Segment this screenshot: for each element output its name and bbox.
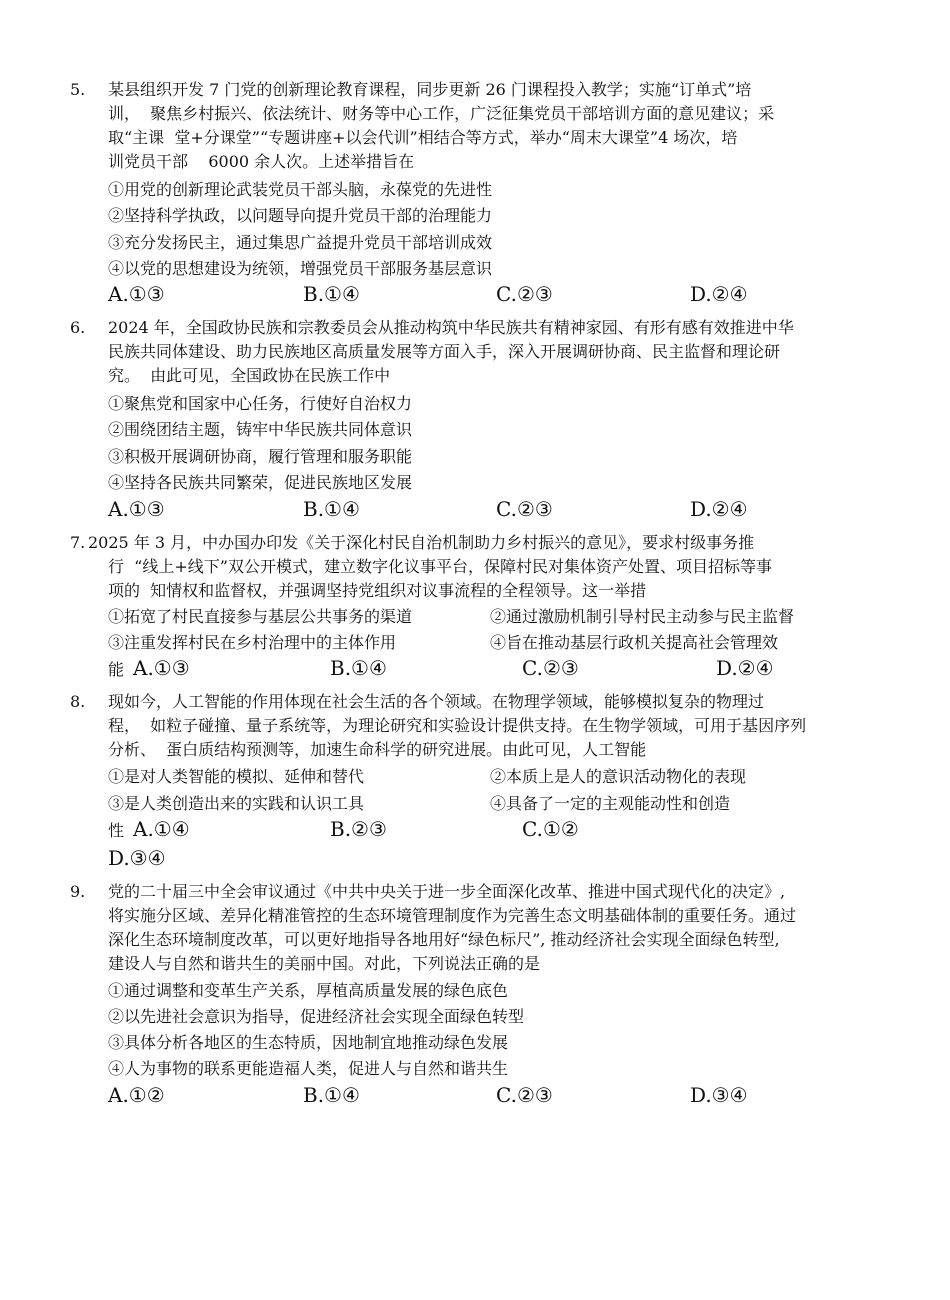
- question-number: 5.: [70, 80, 86, 99]
- choice-c[interactable]: C.①②: [522, 817, 579, 841]
- statement-item: ③具体分析各地区的生态特质，因地制宜地推动绿色发展: [108, 1033, 509, 1052]
- statement-item: ①聚焦党和国家中心任务，行使好自治权力: [108, 394, 413, 413]
- statement-item: ④以党的思想建设为统领，增强党员干部服务基层意识: [108, 259, 493, 278]
- stem-line: 程， 如粒子碰撞、量子系统等，为理论研究和实验设计提供支持。在生物学领域，可用于基因序列: [108, 716, 807, 735]
- choice-d[interactable]: D.③④: [108, 846, 166, 870]
- stem-line: 建设人与自然和谐共生的美丽中国。对此，下列说法正确的是: [108, 954, 541, 973]
- choice-d[interactable]: D.②④: [690, 497, 748, 521]
- statement-item: ③充分发扬民主，通过集思广益提升党员干部培训成效: [108, 233, 493, 252]
- stem-line: 某县组织开发 7 门党的创新理论教育课程，同步更新 26 门课程投入教学；实施“订单式”培: [108, 80, 752, 99]
- question-number: 7.: [70, 533, 86, 552]
- choice-a[interactable]: A.①④: [133, 817, 190, 841]
- question-number: 8.: [70, 692, 86, 711]
- stem-line: 2025 年 3 月，中办国办印发《关于深化村民自治机制助力乡村振兴的意见》，要求村级事务推: [88, 533, 755, 552]
- statement-item: ④坚持各民族共同繁荣，促进民族地区发展: [108, 473, 413, 492]
- statement-item: ④具备了一定的主观能动性和创造: [490, 794, 731, 813]
- statement-item: ③积极开展调研协商，履行管理和服务职能: [108, 447, 413, 466]
- stem-line: 2024 年，全国政协民族和宗教委员会从推动构筑中华民族共有精神家园、有形有感有效推进中华: [108, 318, 794, 337]
- stem-line: 训， 聚焦乡村振兴、依法统计、财务等中心工作，广泛征集党员干部培训方面的意见建议；采: [108, 104, 775, 123]
- statement-item: ③是人类创造出来的实践和认识工具: [108, 794, 365, 813]
- question-number: 6.: [70, 318, 86, 337]
- stem-line: 训党员干部 6000 余人次。上述举措旨在: [108, 152, 415, 171]
- choice-b[interactable]: B.①④: [303, 1083, 360, 1107]
- statement-item: ③注重发挥村民在乡村治理中的主体作用: [108, 633, 397, 652]
- choice-b[interactable]: B.①④: [330, 656, 387, 680]
- question-number: 9.: [70, 882, 86, 901]
- statement-item: ④旨在推动基层行政机关提高社会管理效: [490, 633, 779, 652]
- choice-d[interactable]: D.②④: [716, 656, 774, 680]
- stem-line: 深化生态环境制度改革，可以更好地指导各地用好“绿色标尺”, 推动经济社会实现全面绿色转型,: [108, 930, 780, 949]
- stem-line: 项的 知情权和监督权，并强调坚持党组织对议事流程的全程领导。这一举措: [108, 581, 647, 600]
- statement-item: ④人为事物的联系更能造福人类，促进人与自然和谐共生: [108, 1059, 509, 1078]
- stem-line: 现如今，人工智能的作用体现在社会生活的各个领域。在物理学领域，能够模拟复杂的物理过: [108, 692, 765, 711]
- choice-c[interactable]: C.②③: [522, 656, 579, 680]
- statement-item: ①是对人类智能的模拟、延伸和替代: [108, 767, 365, 786]
- statement-item: ②以先进社会意识为指导，促进经济社会实现全面绿色转型: [108, 1007, 525, 1026]
- statement-item: ②通过激励机制引导村民主动参与民主监督: [490, 607, 795, 626]
- choice-d[interactable]: D.③④: [690, 1083, 748, 1107]
- choice-a[interactable]: A.①②: [108, 1083, 165, 1107]
- choice-d[interactable]: D.②④: [690, 282, 748, 306]
- choice-c[interactable]: C.②③: [496, 1083, 553, 1107]
- choice-c[interactable]: C.②③: [496, 497, 553, 521]
- stem-line: 取“主课 堂+分课堂”“专题讲座+以会代训”相结合等方式，举办“周末大课堂”4 场次，培: [108, 128, 738, 147]
- choice-b[interactable]: B.①④: [303, 497, 360, 521]
- stem-line: 将实施分区域、差异化精准管控的生态环境管理制度作为完善生态文明基础体制的重要任务。通过: [108, 906, 797, 925]
- choice-a[interactable]: A.①③: [108, 497, 165, 521]
- statement-item: ①用党的创新理论武装党员干部头脑，永葆党的先进性: [108, 180, 493, 199]
- choice-c[interactable]: C.②③: [496, 282, 553, 306]
- statement-item: ①拓宽了村民直接参与基层公共事务的渠道: [108, 607, 413, 626]
- choice-a[interactable]: A.①③: [108, 282, 165, 306]
- statement-item: ②坚持科学执政，以问题导向提升党员干部的治理能力: [108, 206, 493, 225]
- statement-item-tail: 能: [108, 660, 125, 679]
- stem-line: 党的二十届三中全会审议通过《中共中央关于进一步全面深化改革、推进中国式现代化的决定》,: [108, 882, 786, 901]
- statement-item: ②本质上是人的意识活动物化的表现: [490, 767, 747, 786]
- choice-a[interactable]: A.①③: [133, 656, 190, 680]
- choice-b[interactable]: B.①④: [303, 282, 360, 306]
- stem-line: 民族共同体建设、助力民族地区高质量发展等方面入手，深入开展调研协商、民主监督和理论研: [108, 342, 781, 361]
- stem-line: 究。 由此可见，全国政协在民族工作中: [108, 366, 391, 385]
- statement-item: ①通过调整和变革生产关系，厚植高质量发展的绿色底色: [108, 981, 509, 1000]
- stem-line: 行 “线上+线下”双公开模式，建立数字化议事平台，保障村民对集体资产处置、项目招标等事: [108, 557, 772, 576]
- statement-item: ②围绕团结主题，铸牢中华民族共同体意识: [108, 420, 413, 439]
- choice-b[interactable]: B.②③: [330, 817, 387, 841]
- statement-item-tail: 性: [108, 821, 125, 840]
- stem-line: 分析、 蛋白质结构预测等，加速生命科学的研究进展。由此可见，人工智能: [108, 740, 647, 759]
